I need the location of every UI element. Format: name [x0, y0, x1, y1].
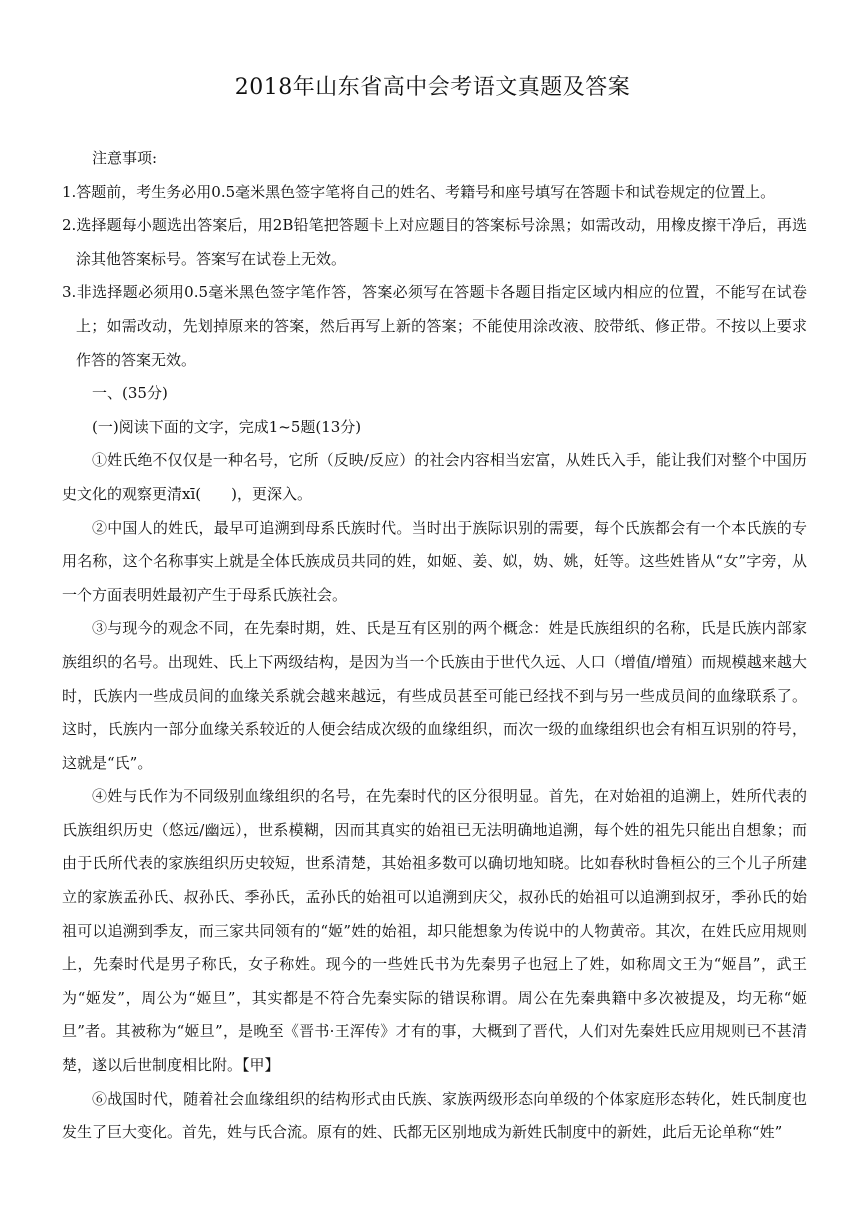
reading-paragraph-6: ⑥战国时代，随着社会血缘组织的结构形式由氏族、家族两级形态向单级的个体家庭形态转化，姓氏制度也发生了巨大变化。首先，姓与氏合流。原有的姓、氏都无区别地成为新姓氏制度中的新姓，此后无论单称“姓”	[62, 1089, 807, 1142]
reading-paragraph-2: ②中国人的姓氏，最早可追溯到母系氏族时代。当时出于族际识别的需要，每个氏族都会有一个本氏族的专用名称，这个名称事实上就是全体氏族成员共同的姓，如姬、姜、姒，妫、姚，妊等。这些姓皆从“女”字旁，从一个方面表明姓最初产生于母系氏族社会。	[62, 518, 807, 604]
note-item-3: 3.非选择题必须用0.5毫米黑色签字笔作答，答案必须写在答题卡各题目指定区域内相应的位置，不能写在试卷上；如需改动，先划掉原来的答案，然后再写上新的答案；不能使用涂改液、胶带纸、修正带。不按以上要求作答的答案无效。	[62, 283, 807, 369]
note-item-2: 2.选择题每小题选出答案后，用2B铅笔把答题卡上对应题目的答案标号涂黑；如需改动，用橡皮擦干净后，再选涂其他答案标号。答案写在试卷上无效。	[62, 216, 807, 268]
reading-paragraph-1: ①姓氏绝不仅仅是一种名号，它所（反映/反应）的社会内容相当宏富，从姓氏入手，能让我们对整个中国历史文化的观察更清xī( )，更深入。	[62, 451, 807, 503]
notes-heading: 注意事项:	[92, 149, 158, 167]
note-item-1: 1.答题前，考生务必用0.5毫米黑色签字笔将自己的姓名、考籍号和座号填写在答题卡和试卷规定的位置上。	[62, 182, 776, 201]
section-heading: 一、(35分)	[92, 384, 168, 403]
reading-paragraph-3: ③与现今的观念不同，在先秦时期，姓、氏是互有区别的两个概念：姓是氏族组织的名称，氏是氏族内部家族组织的名号。出现姓、氏上下两级结构，是因为当一个氏族由于世代久远、人口（增值/增殖）而规模越来越大时，氏族内一些成员间的血缘关系就会越来越远，有些成员甚至可能已经找不到与另一些成员间的血缘联系了。这时，氏族内一部分血缘关系较近的人便会结成次级的血缘组织，而次一级的血缘组织也会有相互识别的符号，这就是“氏”。	[62, 619, 807, 772]
document-body	[62, 142, 807, 1150]
document-title: 2018年山东省高中会考语文真题及答案	[234, 75, 631, 100]
reading-paragraph-4: ④姓与氏作为不同级别血缘组织的名号，在先秦时代的区分很明显。首先，在对始祖的追溯上，姓所代表的氏族组织历史（悠远/幽远），世系模糊，因而其真实的始祖已无法明确地追溯，每个姓的祖先只能出自想象；而由于氏所代表的家族组织历史较短，世系清楚，其始祖多数可以确切地知晓。比如春秋时鲁桓公的三个儿子所建立的家族孟孙氏、叔孙氏、季孙氏，孟孙氏的始祖可以追溯到庆父，叔孙氏的始祖可以追溯到叔牙，季孙氏的始祖可以追溯到季友，而三家共同领有的“姬”姓的始祖，却只能想象为传说中的人物黄帝。其次，在姓氏应用规则上，先秦时代是男子称氏，女子称姓。现今的一些姓氏书为先秦男子也冠上了姓，如称周文王为“姬昌”，武王为“姬发”，周公为“姬旦”，其实都是不符合先秦实际的错误称谓。周公在先秦典籍中多次被提及，均无称“姬旦”者。其被称为“姬旦”，是晚至《晋书·王浑传》才有的事，大概到了晋代，人们对先秦姓氏应用规则已不甚清楚，遂以后世制度相比附。【甲】	[62, 787, 807, 1075]
subsection-heading: (一)阅读下面的文字，完成1~5题(13分)	[92, 417, 362, 436]
